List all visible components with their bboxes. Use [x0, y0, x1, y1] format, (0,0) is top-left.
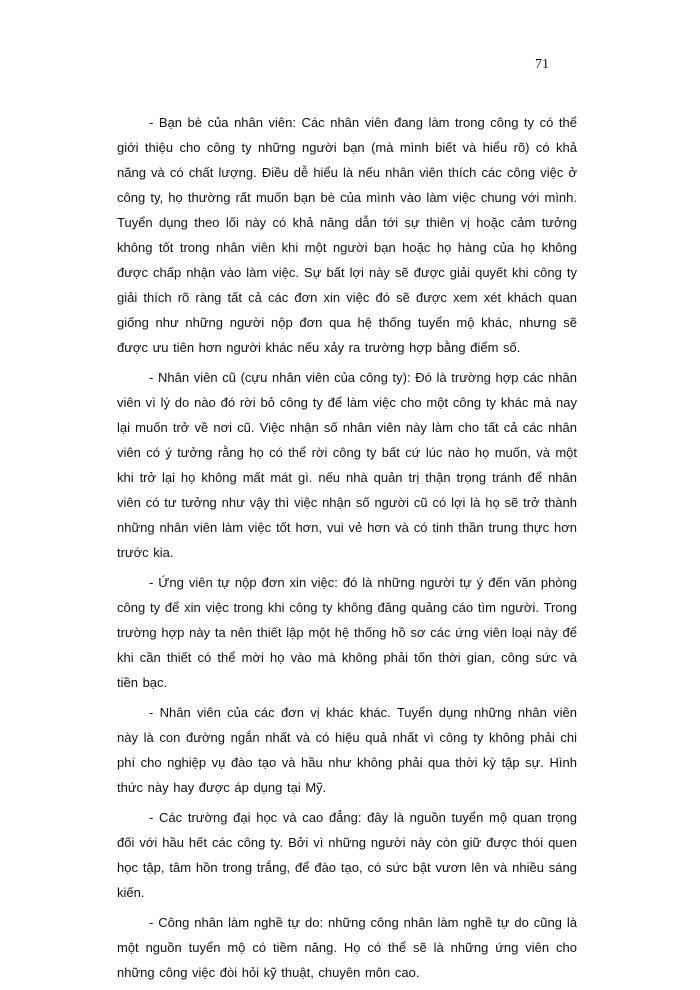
paragraph-freelance-workers: - Công nhân làm nghề tự do: những công nhân làm nghề tự do cũng là một nguồn tuyển mộ có tiềm năng. Họ có thể sẽ là những ứng viên cho những công việc đòi hỏi kỹ thuật, chuyên môn cao.: [117, 915, 577, 980]
paragraph-former-employees: - Nhân viên cũ (cựu nhân viên của công ty): Đó là trường hợp các nhân viên vì lý do nào đó rời bỏ công ty để làm việc cho một công ty khác mà nay lại muốn trở về nơi cũ. Việc nhận số nhân viên này làm cho tất cả các nhân viên có ý tưởng rằng họ có thể rời công ty bất cứ lúc nào họ muốn, và một khi trở lại họ không mất mát gì. nếu nhà quản trị thận trọng tránh để nhân viên có tư tưởng như vậy thì việc nhận số người cũ có lợi là họ sẽ trở thành những nhân viên làm việc tốt hơn, vui vẻ hơn và có tinh thần trung thực hơn trước kia.: [117, 370, 577, 560]
body-text: [117, 110, 577, 990]
paragraph-employees-of-other-units: - Nhân viên của các đơn vị khác khác. Tuyển dụng những nhân viên này là con đường ngắn nhất và có hiệu quả nhất vì công ty không phải chi phí cho nghiệp vụ đào tạo và hầu như không phải qua thời kỳ tập sự. Hình thức này hay được áp dụng tại Mỹ.: [117, 705, 577, 795]
paragraph-walk-in-applicants: - Ứng viên tự nộp đơn xin việc: đó là những người tự ý đến văn phòng công ty để xin việc trong khi công ty không đăng quảng cáo tìm người. Trong trường hợp này ta nên thiết lập một hệ thống hồ sơ các ứng viên loại này để khi cần thiết có thể mời họ vào mà không phải tốn thời gian, công sức và tiền bạc.: [117, 575, 577, 690]
page-number: 71: [535, 57, 549, 72]
paragraph-friends-of-employees: - Bạn bè của nhân viên: Các nhân viên đang làm trong công ty có thể giới thiệu cho công ty những người bạn (mà mình biết và hiểu rõ) có khả năng và có chất lượng. Điều dễ hiểu là nếu nhân viên thích các công việc ở công ty, họ thường rất muốn bạn bè của mình vào làm việc chung với mình. Tuyển dụng theo lối này có khả năng dẫn tới sự thiên vị hoặc cảm tưởng không tốt trong nhân viên khi một người bạn hoặc họ hàng của họ không được chấp nhận vào làm việc. Sự bất lợi này sẽ được giải quyết khi công ty giải thích rõ ràng tất cả các đơn xin việc đó sẽ được xem xét khách quan giống như những người nộp đơn qua hệ thống tuyển mộ khác, nhưng sẽ được ưu tiên hơn người khác nếu xảy ra trường hợp bằng điểm số.: [117, 115, 577, 355]
paragraph-universities-colleges: - Các trường đại học và cao đẳng: đây là nguồn tuyển mộ quan trọng đối với hầu hết các công ty. Bởi vì những người này còn giữ được thói quen học tập, tâm hồn trong trắng, để đào tạo, có sức bật vươn lên và nhiều sáng kiến.: [117, 810, 577, 900]
